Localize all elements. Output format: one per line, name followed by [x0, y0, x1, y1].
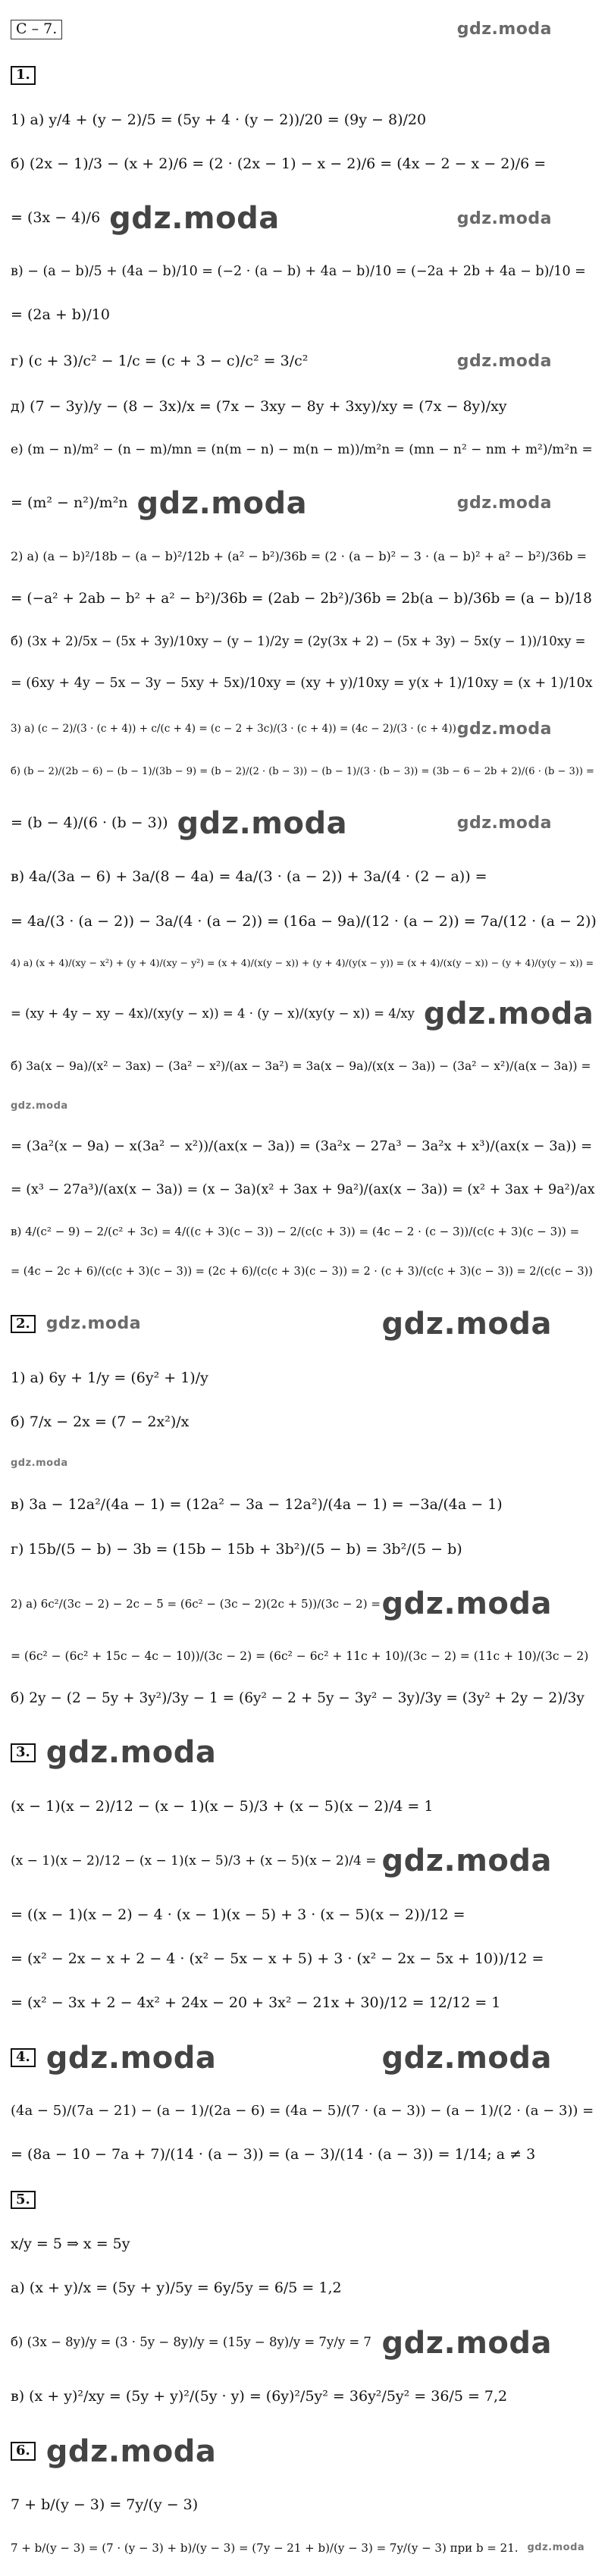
task-number-6: 6.	[11, 2442, 36, 2461]
watermark-text: gdz.moda	[527, 2541, 585, 2553]
variant-header	[11, 19, 597, 40]
math-line	[11, 634, 597, 650]
math-text: (x − 1)(x − 2)/12 − (x − 1)(x − 5)/3 + (x − 5)(x − 2)/4 =	[11, 1853, 377, 1868]
math-line	[11, 1798, 597, 1816]
math-text: 2) а) (a − b)²/18b − (a − b)²/12b + (a² − b²)/36b = (2 · (a − b)² − 3 · (a − b)² + a² − b²)/36b =	[11, 548, 587, 563]
math-line	[11, 2324, 597, 2362]
math-text: 3) а) (c − 2)/(3 · (c + 4)) + c/(c + 4) = (c − 2 + 3c)/(3 · (c + 4)) = (4c − 2)/(3 · (c + 4))	[11, 722, 456, 735]
math-text: = (4c − 2c + 6)/(c(c + 3)(c − 3)) = (2c + 6)/(c(c + 3)(c − 3)) = 2 · (c + 3)/(c(c + 3)(c − 3)) = 2/(c(c − 3))	[11, 1266, 593, 1279]
math-text: = (3a²(x − 9a) − x(3a² − x²))/(ax(x − 3a)) = (3a²x − 27a³ − 3a²x + x³)/(ax(x − 3a)) =	[11, 1138, 593, 1155]
task-header-3	[11, 1734, 597, 1771]
math-line	[11, 1585, 597, 1623]
watermark-text: gdz.moda	[177, 805, 348, 841]
watermark-text: gdz.moda	[109, 201, 280, 237]
math-line	[11, 913, 597, 931]
math-line	[11, 306, 597, 325]
watermark-text: gdz.moda	[456, 209, 552, 228]
math-text: д) (7 − 3y)/y − (8 − 3x)/x = (7x − 3xy − 8y + 3xy)/xy = (7x − 8y)/xy	[11, 397, 507, 415]
math-text: в) 3a − 12a²/(4a − 1) = (12a² − 3a − 12a²)/(4a − 1) = −3a/(4a − 1)	[11, 1496, 503, 1514]
math-text: б) (3x − 8y)/y = (3 · 5y − 8y)/y = (15y − 8y)/y = 7y/y = 7	[11, 2335, 371, 2350]
math-line	[11, 957, 597, 969]
math-line	[11, 549, 597, 564]
math-line	[11, 111, 597, 130]
math-text: г) (c + 3)/c² − 1/c = (c + 3 − c)/c² = 3/c²	[11, 352, 309, 369]
math-line	[11, 1950, 597, 1969]
task-header-1	[11, 66, 597, 85]
math-line	[11, 766, 597, 778]
watermark-text: gdz.moda	[45, 1735, 217, 1771]
math-line	[11, 2236, 597, 2254]
solutions-block	[11, 6, 597, 2568]
watermark-text: gdz.moda	[381, 2325, 552, 2361]
math-text: 4) а) (x + 4)/(xy − x²) + (y + 4)/(xy − y²) = (x + 4)/(x(y − x)) + (y + 4)/(y(x − y)) = (x + 4)/(x(y − x)) − (y + 4)/(y(y − x)) =	[11, 956, 594, 968]
math-line	[11, 2279, 597, 2298]
watermark-text: gdz.moda	[456, 719, 552, 739]
watermark-text: gdz.moda	[423, 996, 594, 1032]
task-number-2: 2.	[11, 1315, 36, 1334]
math-line	[11, 2103, 597, 2120]
watermark-text: gdz.moda	[45, 2433, 217, 2469]
math-line	[11, 199, 597, 237]
math-line	[11, 868, 597, 886]
math-line	[11, 1994, 597, 2013]
watermark-text: gdz.moda	[456, 351, 552, 371]
math-line	[11, 2146, 597, 2164]
task-number-5: 5.	[11, 2191, 36, 2210]
math-line	[11, 1649, 597, 1664]
math-text: (4a − 5)/(7a − 21) − (a − 1)/(2a − 6) = (4a − 5)/(7 · (a − 3)) − (a − 1)/(2 · (a − 3)) =	[11, 2103, 594, 2119]
math-line	[11, 155, 597, 174]
math-text: в) 4a/(3a − 6) + 3a/(8 − 4a) = 4a/(3 · (a − 2)) + 3a/(4 · (2 − a)) =	[11, 868, 487, 886]
math-text: б) 2y − (2 − 5y + 3y²)/3y − 1 = (6y² − 2 + 5y − 3y² − 3y)/3y = (3y² + 2y − 2)/3y	[11, 1690, 584, 1707]
math-text: = (2a + b)/10	[11, 306, 110, 324]
watermark-text: gdz.moda	[381, 1586, 552, 1621]
math-line	[11, 719, 597, 740]
watermark-text: gdz.moda	[11, 1457, 68, 1470]
watermark-text: gdz.moda	[45, 1314, 142, 1334]
task-header-6	[11, 2433, 597, 2471]
math-line	[11, 1457, 597, 1470]
math-text: б) 3a(x − 9a)/(x² − 3ax) − (3a² − x²)/(ax − 3a²) = 3a(x − 9a)/(x(x − 3a)) − (3a² − x²)/(a(x − 3a)) =	[11, 1059, 591, 1073]
math-text: = ((x − 1)(x − 2) − 4 · (x − 1)(x − 5) + 3 · (x − 5)(x − 2))/12 =	[11, 1906, 465, 1923]
variant-label: С – 7.	[11, 20, 62, 39]
math-text: 7 + b/(y − 3) = 7y/(y − 3)	[11, 2496, 199, 2514]
math-line	[11, 2541, 597, 2556]
math-text: = (x³ − 27a³)/(ax(x − 3a)) = (x − 3a)(x² + 3ax + 9a²)/(ax(x − 3a)) = (x² + 3ax + 9a²)/ax	[11, 1181, 595, 1197]
math-text: в) − (a − b)/5 + (4a − b)/10 = (−2 · (a − b) + 4a − b)/10 = (−2a + 2b + 4a − b)/10 =	[11, 263, 586, 279]
task-header-2	[11, 1305, 597, 1343]
math-line	[11, 1182, 597, 1199]
math-text: (x − 1)(x − 2)/12 − (x − 1)(x − 5)/3 + (x − 5)(x − 2)/4 = 1	[11, 1797, 434, 1815]
watermark-text: gdz.moda	[45, 2040, 217, 2076]
math-text: а) (x + y)/x = (5y + y)/5y = 6y/5y = 6/5 = 1,2	[11, 2279, 342, 2297]
math-text: б) (b − 2)/(2b − 6) − (b − 1)/(3b − 9) = (b − 2)/(2 · (b − 3)) − (b − 1)/(3 · (b − 3)) = (3b − 6 − 2b + 2)/(6 · (b − 3)) =	[11, 765, 594, 777]
math-line	[11, 1265, 597, 1279]
math-text: = (6xy + 4y − 5x − 3y − 5xy + 5x)/10xy = (xy + y)/10xy = y(x + 1)/10xy = (x + 1)/10x	[11, 676, 593, 692]
math-line	[11, 398, 597, 416]
math-line	[11, 1690, 597, 1707]
math-text: = (3x − 4)/6	[11, 209, 101, 227]
math-line	[11, 1138, 597, 1156]
math-text: г) 15b/(5 − b) − 3b = (15b − 15b + 3b²)/(5 − b) = 3b²/(5 − b)	[11, 1540, 462, 1558]
math-text: б) (3x + 2)/5x − (5x + 3y)/10xy − (y − 1)/2y = (2y(3x + 2) − (5x + 3y) − 5x(y − 1))/10xy =	[11, 633, 586, 648]
math-text: = (b − 4)/(6 · (b − 3))	[11, 814, 168, 831]
math-text: 1) а) 6y + 1/y = (6y² + 1)/y	[11, 1369, 208, 1386]
math-text: = (x² − 3x + 2 − 4x² + 24x − 20 + 3x² − 21x + 30)/12 = 12/12 = 1	[11, 1994, 501, 2012]
math-line	[11, 442, 597, 458]
watermark-text: gdz.moda	[381, 1307, 552, 1342]
math-text: е) (m − n)/m² − (n − m)/mn = (n(m − n) − m(n − m))/m²n = (mn − n² − nm + m²)/m²n =	[11, 442, 593, 458]
task-header-5	[11, 2191, 597, 2210]
math-line	[11, 1541, 597, 1559]
watermark-text: gdz.moda	[381, 1843, 552, 1879]
watermark-text: gdz.moda	[456, 20, 552, 39]
watermark-text: gdz.moda	[456, 494, 552, 513]
math-text: б) (2x − 1)/3 − (x + 2)/6 = (2 · (2x − 1) − x − 2)/6 = (4x − 2 − x − 2)/6 =	[11, 155, 547, 173]
math-text: б) 7/x − 2x = (7 − 2x²)/x	[11, 1414, 190, 1431]
math-text: = (xy + 4y − xy − 4x)/(xy(y − x)) = 4 · (y − x)/(xy(y − x)) = 4/xy	[11, 1006, 415, 1021]
math-line	[11, 995, 597, 1033]
math-text: = (6c² − (6c² + 15c − 4c − 10))/(3c − 2) = (6c² − 6c² + 11c + 10)/(3c − 2) = (11c + 10)/(3c − 2)	[11, 1649, 589, 1663]
math-line	[11, 264, 597, 281]
math-text: 7 + b/(y − 3) = (7 · (y − 3) + b)/(y − 3) = (7y − 21 + b)/(y − 3) = 7y/(y − 3) при b = 21.	[11, 2540, 519, 2555]
watermark-text: gdz.moda	[136, 486, 308, 522]
math-line	[11, 590, 597, 607]
math-line	[11, 1370, 597, 1388]
math-line	[11, 2388, 597, 2406]
math-text: 1) а) y/4 + (y − 2)/5 = (5y + 4 · (y − 2))/20 = (9y − 8)/20	[11, 111, 427, 128]
math-line	[11, 485, 597, 522]
math-line	[11, 351, 597, 372]
watermark-text: gdz.moda	[11, 1100, 68, 1112]
math-text: = (−a² + 2ab − b² + a² − b²)/36b = (2ab − 2b²)/36b = 2b(a − b)/36b = (a − b)/18	[11, 591, 592, 607]
task-number-3: 3.	[11, 1743, 36, 1762]
math-text: = (8a − 10 − 7a + 7)/(14 · (a − 3)) = (a − 3)/(14 · (a − 3)) = 1/14; a ≠ 3	[11, 2146, 536, 2163]
math-text: x/y = 5 ⇒ x = 5y	[11, 2236, 130, 2253]
math-line	[11, 1059, 597, 1074]
math-line	[11, 1100, 597, 1112]
math-line	[11, 1496, 597, 1514]
watermark-text: gdz.moda	[456, 813, 552, 833]
math-text: в) 4/(c² − 9) − 2/(c² + 3c) = 4/((c + 3)(c − 3)) − 2/(c(c + 3)) = (4c − 2 · (c − 3))/(c(c + 3)(c − 3)) =	[11, 1225, 580, 1239]
math-line	[11, 676, 597, 692]
math-line	[11, 1906, 597, 1925]
math-line	[11, 1225, 597, 1239]
task-number-4: 4.	[11, 2048, 36, 2067]
math-text: 2) а) 6c²/(3c − 2) − 2c − 5 = (6c² − (3c − 2)(2c + 5))/(3c − 2) =	[11, 1596, 381, 1611]
math-text: в) (x + y)²/xy = (5y + y)²/(5y · y) = (6y)²/5y² = 36y²/5y² = 36/5 = 7,2	[11, 2388, 508, 2405]
math-line	[11, 2496, 597, 2515]
math-text: = (m² − n²)/m²n	[11, 494, 128, 512]
task-header-4	[11, 2039, 597, 2077]
math-text: = 4a/(3 · (a − 2)) − 3a/(4 · (a − 2)) = (16a − 9a)/(12 · (a − 2)) = 7a/(12 · (a − 2))	[11, 912, 597, 930]
math-text: = (x² − 2x − x + 2 − 4 · (x² − 5x − x + 5) + 3 · (x² − 2x − 5x + 10))/12 =	[11, 1950, 544, 1968]
math-line	[11, 1842, 597, 1880]
math-line	[11, 1414, 597, 1432]
task-number-1: 1.	[11, 66, 36, 85]
math-line	[11, 805, 597, 842]
watermark-text: gdz.moda	[381, 2040, 552, 2076]
